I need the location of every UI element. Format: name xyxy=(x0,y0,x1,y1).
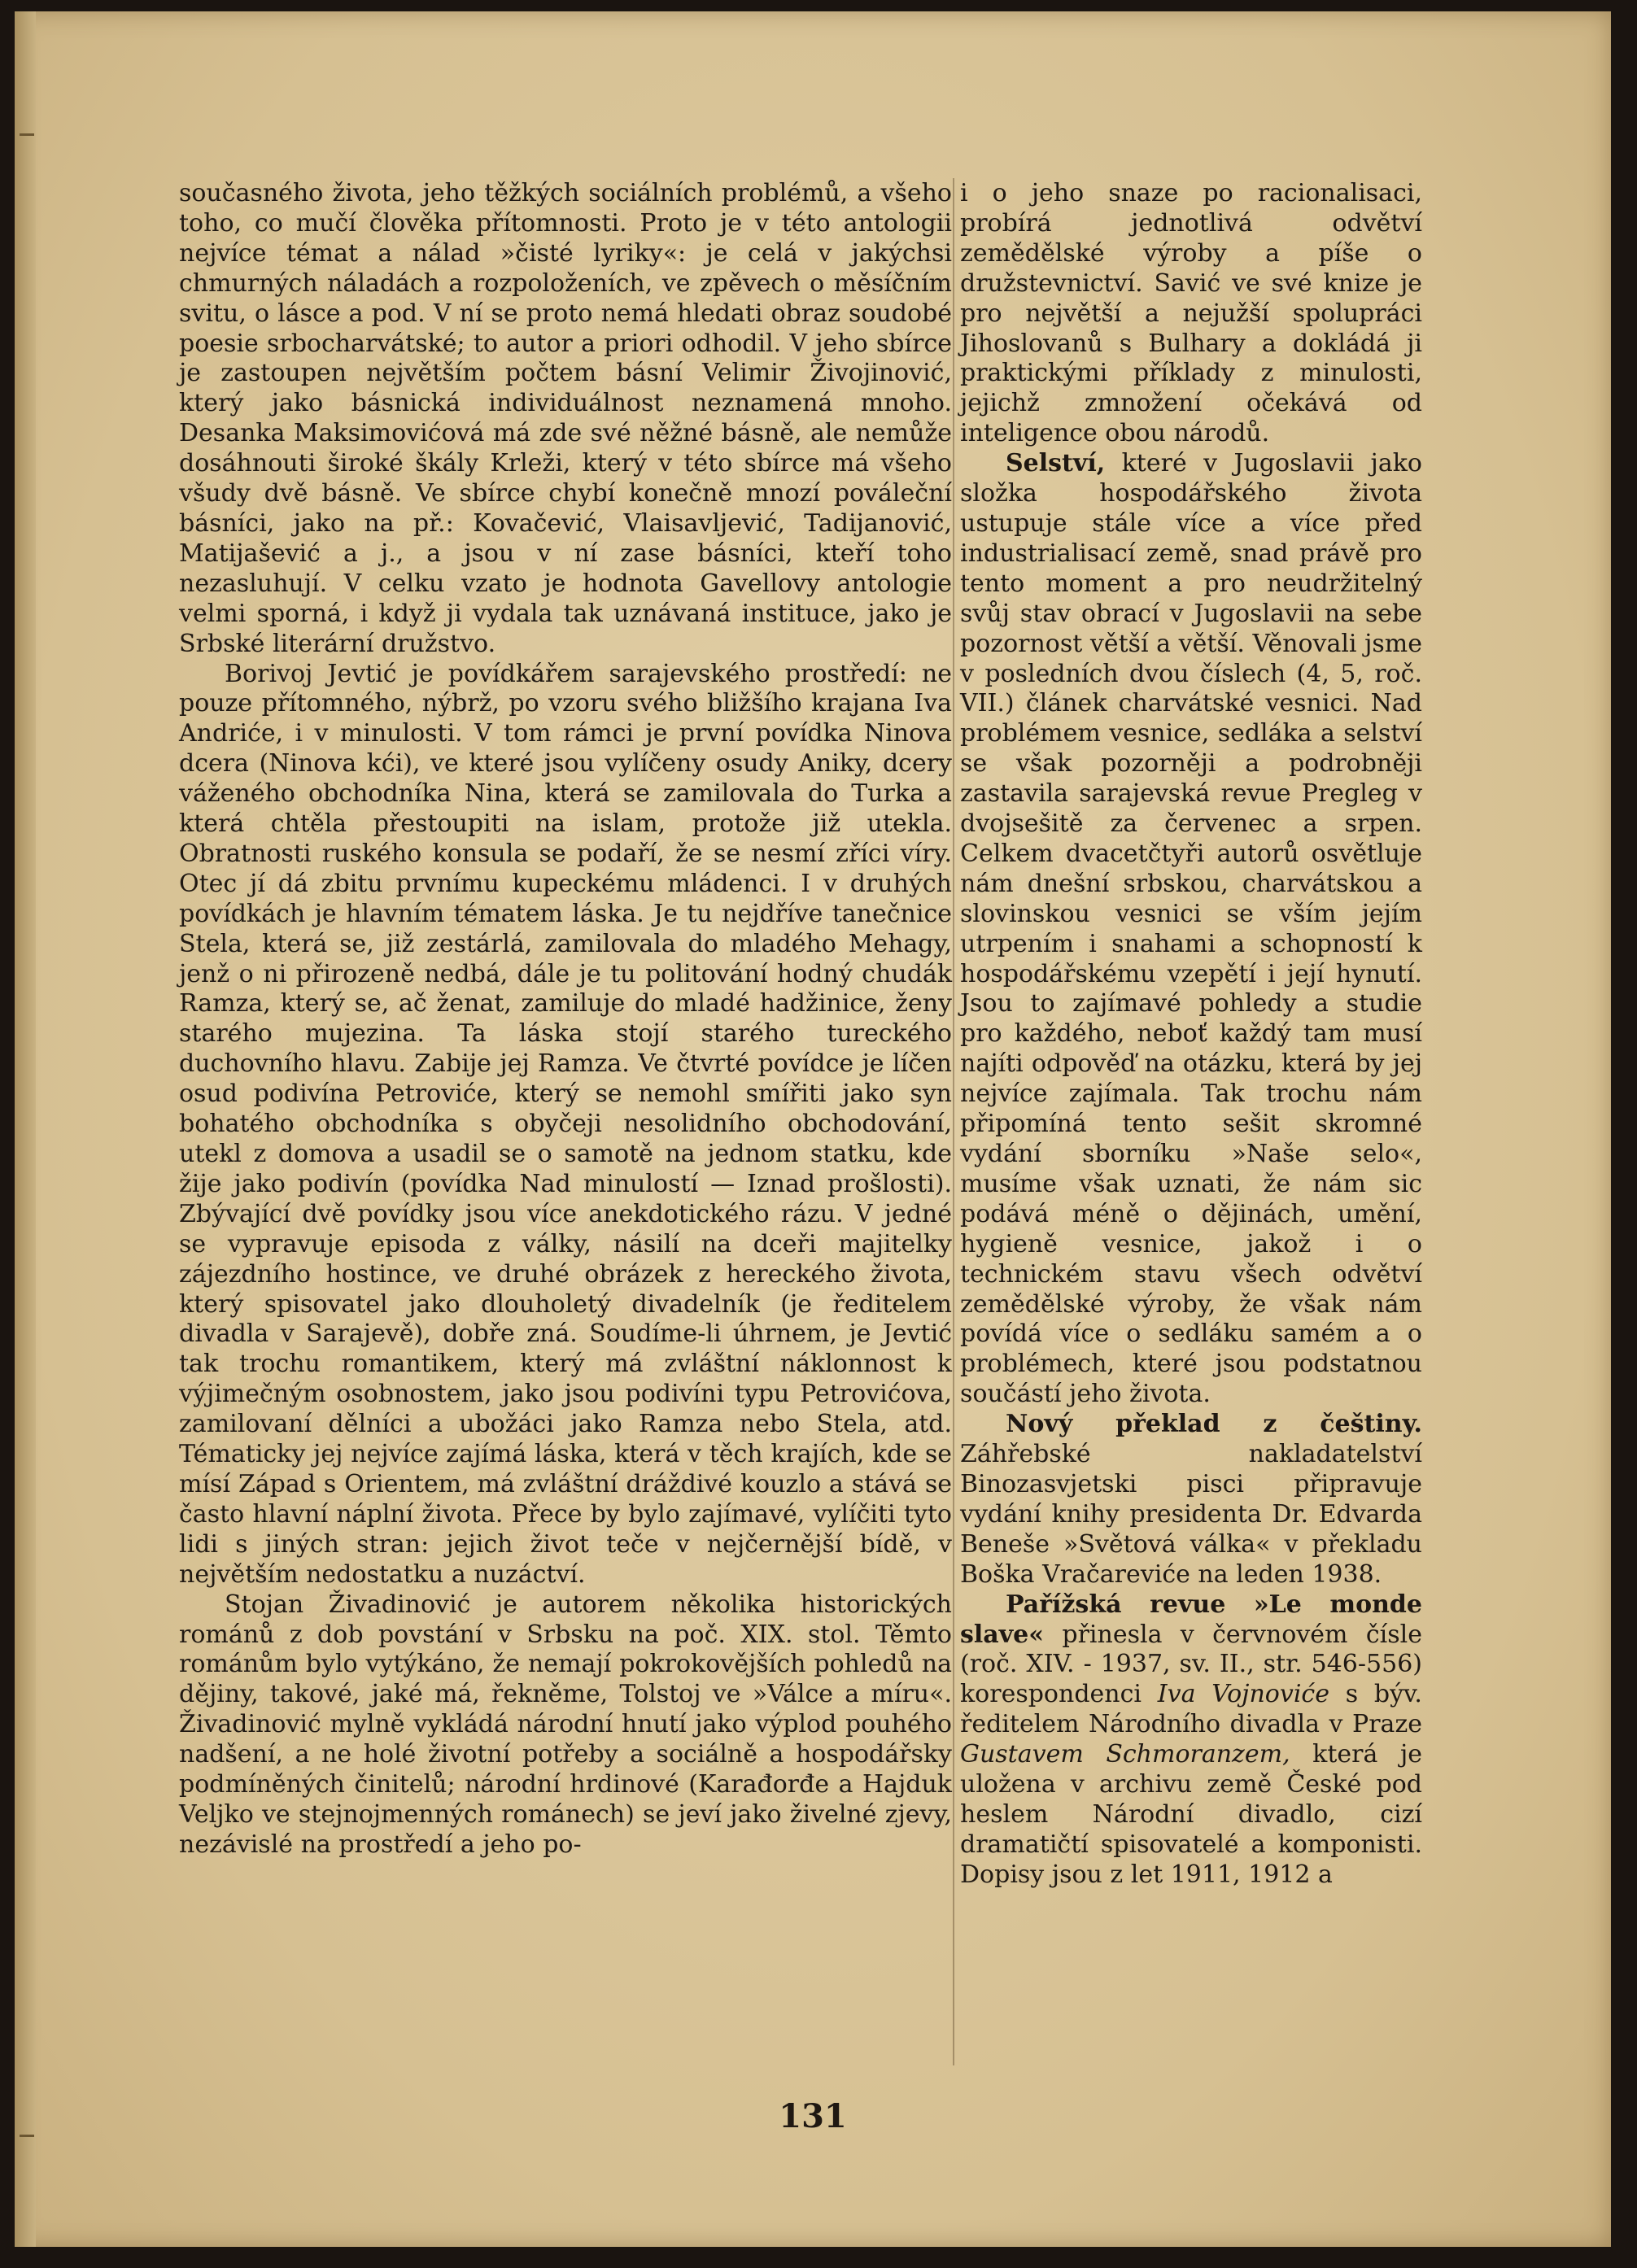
person-name: Iva Vojnoviće xyxy=(1157,1680,1329,1709)
right-paragraph-2 xyxy=(960,449,1422,1410)
page-number: 131 xyxy=(779,2097,847,2135)
right-column xyxy=(960,179,1422,1891)
paragraph-body: s býv. ředitelem Národního divadla v Praze xyxy=(960,1680,1422,1739)
left-paragraph-2: Borivoj Jevtić je povídkářem sarajevského prostředí: ne pouze přítomného, nýbrž, po vzoru svého bližšího krajana Iva Andriće, i v minulosti. V tom rámci je první povídka Ninova dcera (Ninova kći), ve které jsou vylíčeny osudy Aniky, dcery váženého obchodníka Nina, která se zamilovala do Turka a která chtěla přestoupiti na islam, protože již utekla. Obratnosti ruského konsula se podaří, že se nesmí zříci víry. Otec jí dá zbitu prvnímu kupeckému mládenci. I v druhých povídkách je hlavním tématem láska. Je tu nejdříve tanečnice Stela, která se, již zestárlá, zamilovala do mladého Mehagy, jenž o ni přirozeně nedbá, dále je tu politování hodný chudák Ramza, který se, ač ženat, zamiluje do mladé hadžinice, ženy starého mujezina. Ta láska stojí starého tureckého duchovního hlavu. Zabije jej Ramza. Ve čtvrté povídce je líčen osud podivína Petroviće, který se nemohl smířiti jako syn bohatého obchodníka s obyčeji nesolidního obchodování, utekl z domova a usadil se o samotě na jednom statku, kde žije jako podivín (povídka Nad minulostí — Iznad prošlosti). Zbývající dvě povídky jsou více anekdotického rázu. V jedné se vypravuje episoda z války, násilí na dceři majitelky zájezdního hostince, ve druhé obrázek z hereckého života, který spisovatel jako dlouholetý divadelník (je ředitelem divadla v Sarajevě), dobře zná. Soudíme-li úhrnem, je Jevtić tak trochu romantikem, který má zvláštní náklonnost k výjimečným osobnostem, jako jsou podivíni typu Petrovićova, zamilovaní dělníci a ubožáci jako Ramza nebo Stela, atd. Tématicky jej nejvíce zajímá láska, která v těch krajích, kde se mísí Západ s Orientem, má zvláštní dráždivé kouzlo a stává se často hlavní náplní života. Přece by bylo zajímavé, vylíčiti tyto lidi s jiných stran: jejich život teče v nejčernější bídě, v největším nedostatku a nuzáctví. xyxy=(179,659,952,1589)
paragraph-body: Záhřebské nakladatelství Binozasvjetski pisci připravuje vydání knihy presidenta Dr. Edvarda Beneše »Světová válka« v překladu Boška Vračareviće na leden 1938. xyxy=(960,1440,1422,1589)
binding-mark xyxy=(20,133,34,136)
paragraph-body: které v Jugoslavii jako složka hospodářského života ustupuje stále více a více před industrialisací země, snad právě pro tento moment a pro neudržitelný svůj stav obrací v Jugoslavii na sebe pozornost větší a větší. Věnovali jsme v posledních dvou číslech (4, 5, roč. VII.) článek charvátské vesnici. Nad problémem vesnice, sedláka a selství se však pozorněji a podrobněji zastavila sarajevská revue Pregleg v dvojsešitě za červenec a srpen. Celkem dvacetčtyři autorů osvětluje nám dnešní srbskou, charvátskou a slovinskou vesnici se vším jejím utrpením i snahami a schopností k hospodářskému vzepětí i její hynutí. Jsou to zajímavé pohledy a studie pro každého, neboť každý tam musí najíti odpověď na otázku, která by jej nejvíce zajímala. Tak trochu nám připomíná tento sešit skromné vydání sborníku »Naše selo«, musíme však uznati, že nám sic podává méně o dějinách, umění, hygieně vesnice, jakož i o technickém stavu všech odvětví zemědělské výroby, že však nám povídá více o sedláku samém a o problémech, které jsou podstatnou součástí jeho života. xyxy=(960,449,1422,1409)
paragraph-heading: Nový překlad z češtiny. xyxy=(1006,1410,1422,1439)
page-binding-edge xyxy=(15,11,36,2247)
column-divider xyxy=(953,178,954,2065)
left-paragraph-3: Stojan Živadinović je autorem několika historických románů z dob povstání v Srbsku na poč. XIX. stol. Těmto románům bylo vytýkáno, že nemají pokrokovějších pohledů na dějiny, takové, jaké má, řekněme, Tolstoj ve »Válce a míru«. Živadinović mylně vykládá národní hnutí jako výplod pouhého nadšení, a ne holé životní potřeby a sociálně a hospodářsky podmíněných činitelů; národní hrdinové (Karađorđe a Hajduk Veljko ve stejnojmenných románech) se jeví jako živelné zjevy, nezávislé na prostředí a jeho po- xyxy=(179,1590,952,1859)
right-paragraph-1: i o jeho snaze po racionalisaci, probírá jednotlivá odvětví zemědělské výroby a píše o družstevnictví. Savić ve své knize je pro největší a nejužší spolupráci Jihoslovanů s Bulhary a dokládá ji praktickými příklady z minulosti, jejichž zmnožení očekává od inteligence obou národů. xyxy=(960,179,1422,448)
paragraph-heading: Selství, xyxy=(1006,449,1106,478)
paragraph-body: která je uložena v archivu země České pod heslem Národní divadlo, cizí dramatičtí spisovatelé a komponisti. Dopisy jsou z let 1911, 1912 a xyxy=(960,1740,1422,1889)
right-paragraph-3 xyxy=(960,1410,1422,1590)
paragraph-body: přinesla v červnovém čísle (roč. XIV. - 1937, sv. II., str. 546-556) korespondenci xyxy=(960,1620,1422,1709)
left-column xyxy=(179,179,952,1860)
right-paragraph-4 xyxy=(960,1590,1422,1891)
person-name: Gustavem Schmoranzem, xyxy=(960,1740,1290,1769)
left-paragraph-1: současného života, jeho těžkých sociálních problémů, a všeho toho, co mučí člověka přítomnosti. Proto je v této antologii nejvíce témat a nálad »čisté lyriky«: je celá v jakýchsi chmurných náladách a rozpoloženích, ve zpěvech o měsíčním svitu, o lásce a pod. V ní se proto nemá hledati obraz soudobé poesie srbocharvátské; to autor a priori odhodil. V jeho sbírce je zastoupen největším počtem básní Velimir Živojinović, který jako básnická individuálnost neznamená mnoho. Desanka Maksimovićová má zde své něžné básně, ale nemůže dosáhnouti široké škály Krleži, který v této sbírce má všeho všudy dvě básně. Ve sbírce chybí konečně mnozí pováleční básníci, jako na př.: Kovačević, Vlaisavljević, Tadijanović, Matijašević a j., a jsou v ní zase básníci, kteří toho nezasluhují. V celku vzato je hodnota Gavellovy antologie velmi sporná, i když ji vydala tak uznávaná instituce, jako je Srbské literární družstvo. xyxy=(179,179,952,658)
paragraph-heading: Pařížská revue »Le monde slave« xyxy=(960,1590,1422,1649)
book-page xyxy=(15,11,1611,2247)
